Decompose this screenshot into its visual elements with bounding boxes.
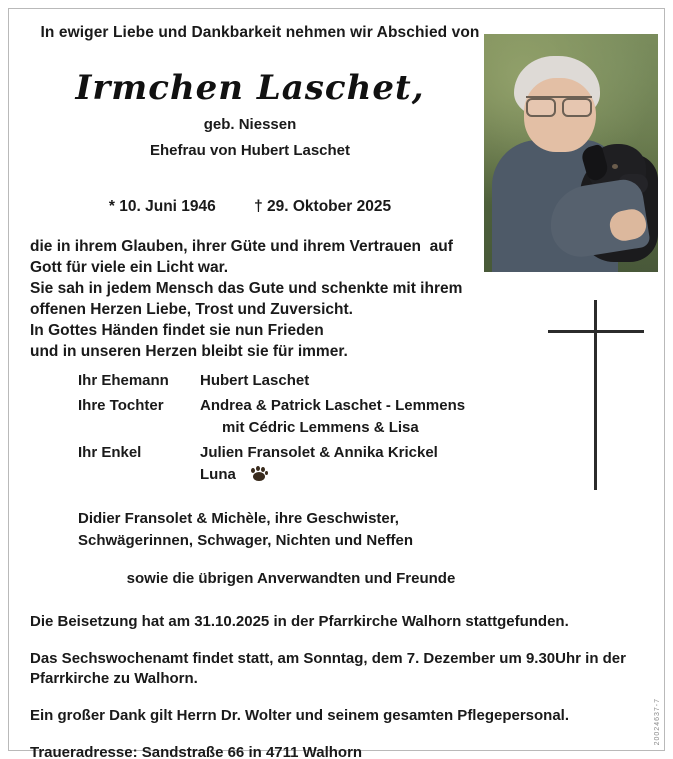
family-members	[200, 395, 548, 439]
notice-thanks: Ein großer Dank gilt Herrn Dr. Wolter und seinem gesamten Pflegepersonal.	[30, 707, 570, 724]
cross-vertical	[594, 300, 597, 490]
death-date: † 29. Oktober 2025	[254, 198, 392, 215]
verse-line-3: Sie sah in jedem Mensch das Gute und schenkte mit ihrem	[30, 280, 463, 297]
deceased-photo	[484, 34, 658, 272]
family-member-secondary-wrap	[200, 464, 548, 486]
paw-print-icon	[250, 466, 268, 482]
family-member-primary: Andrea & Patrick Laschet - Lemmens	[200, 397, 466, 414]
lead-text: In ewiger Liebe und Dankbarkeit nehmen wir Abschied von	[40, 24, 480, 41]
relatives-closing: sowie die übrigen Anverwandten und Freunde	[126, 570, 456, 587]
notice-six-week-mass: Das Sechswochenamt findet statt, am Sonntag, dem 7. Dezember um 9.30Uhr in der Pfarrkirche zu Walhorn.	[30, 650, 626, 687]
family-row	[78, 370, 548, 392]
cross-horizontal	[548, 330, 644, 333]
family-relation: Ihr Ehemann	[78, 372, 169, 389]
photo-dog-eye	[612, 164, 618, 169]
family-list	[78, 370, 548, 489]
relatives-line-2: Schwägerinnen, Schwager, Nichten und Neffen	[78, 532, 414, 549]
notices-block	[30, 612, 644, 759]
notice-burial: Die Beisetzung hat am 31.10.2025 in der Pfarrkirche Walhorn stattgefunden.	[30, 613, 569, 630]
life-dates	[0, 198, 500, 216]
relatives-line-1: Didier Fransolet & Michèle, ihre Geschwister,	[78, 510, 399, 527]
notice-address: Traueradresse: Sandstraße 66 in 4711 Walhorn	[30, 744, 363, 759]
family-relation: Ihr Enkel	[78, 444, 142, 461]
family-row	[78, 442, 548, 486]
family-relation: Ihre Tochter	[78, 397, 164, 414]
family-member-secondary: mit Cédric Lemmens & Lisa	[222, 419, 419, 436]
verse-line-2: Gott für viele ein Licht war.	[30, 259, 229, 276]
verse-line-1: die in ihrem Glauben, ihrer Güte und ihrem Vertrauen auf	[30, 238, 453, 255]
glasses-icon	[526, 96, 592, 114]
verse-line-4: offenen Herzen Liebe, Trost und Zuversicht.	[30, 301, 353, 318]
relatives-block	[78, 508, 548, 590]
cross-icon	[548, 300, 644, 490]
verse-line-6: und in unseren Herzen bleibt sie für immer.	[30, 343, 348, 360]
family-row	[78, 395, 548, 439]
spouse-line: Ehefrau von Hubert Laschet	[149, 142, 351, 159]
maiden-name: geb. Niessen	[203, 116, 297, 133]
family-member-primary: Hubert Laschet	[200, 372, 310, 389]
family-members	[200, 442, 548, 486]
pet-name: Luna	[200, 466, 236, 483]
memorial-verse	[30, 236, 490, 362]
verse-line-5: In Gottes Händen findet sie nun Frieden	[30, 322, 324, 339]
birth-date: * 10. Juni 1946	[108, 198, 216, 215]
print-code: 20024637-7	[654, 697, 661, 745]
deceased-name: Irmchen Laschet,	[75, 68, 425, 108]
family-member-primary: Julien Fransolet & Annika Krickel	[200, 444, 438, 461]
family-members	[200, 370, 548, 392]
